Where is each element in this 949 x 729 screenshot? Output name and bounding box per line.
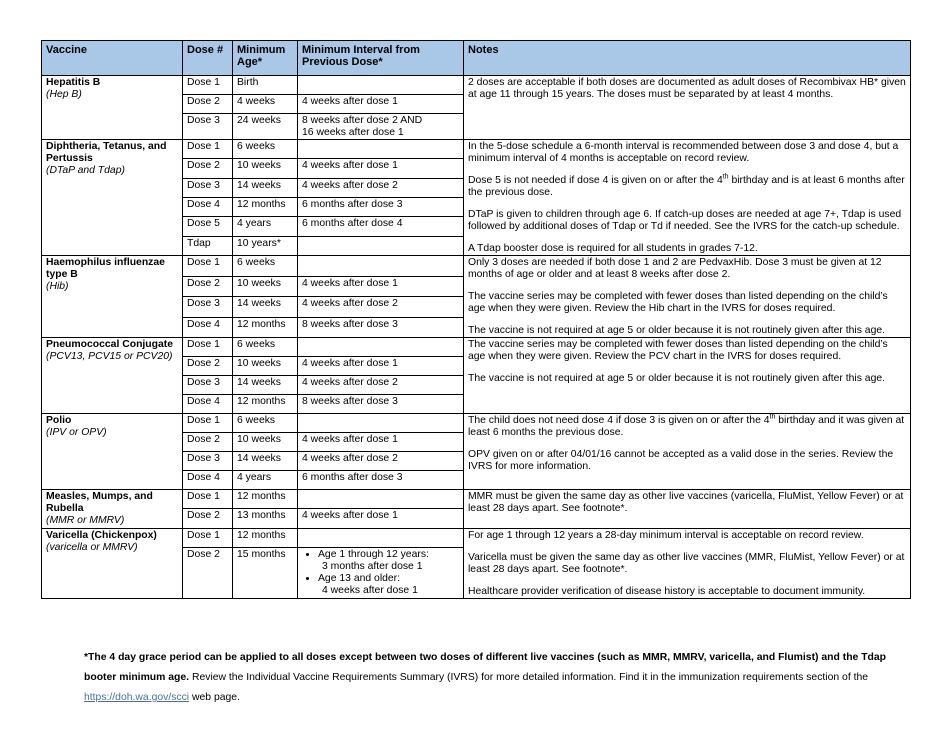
interval-text: 4 weeks after dose 2 xyxy=(302,377,398,388)
notes-cell xyxy=(464,76,911,140)
table-row xyxy=(42,338,911,357)
vaccine-cell xyxy=(42,529,183,599)
min-age-cell: 10 weeks xyxy=(233,433,298,452)
dose-cell: Dose 1 xyxy=(183,529,233,548)
vaccine-name: Measles, Mumps, and Rubella xyxy=(46,491,153,514)
dose-cell: Dose 2 xyxy=(183,509,233,529)
note-paragraph: MMR must be given the same day as other live vaccines (varicella, FluMist, Yellow Fever) or at least 28 days apart. See footnote*. xyxy=(468,491,904,514)
min-age-cell: 4 weeks xyxy=(233,95,298,114)
min-age-cell: 6 weeks xyxy=(233,414,298,433)
notes-cell xyxy=(464,529,911,599)
dose-cell: Dose 1 xyxy=(183,490,233,509)
table-row xyxy=(42,414,911,433)
vaccine-abbrev: (PCV13, PCV15 or PCV20) xyxy=(46,351,173,362)
min-age-cell: 14 weeks xyxy=(233,297,298,318)
min-age-cell: 24 weeks xyxy=(233,114,298,140)
vaccine-cell xyxy=(42,140,183,256)
dose-cell: Dose 1 xyxy=(183,140,233,159)
interval-cell xyxy=(298,433,464,452)
vaccine-cell xyxy=(42,256,183,338)
min-age-cell: 4 years xyxy=(233,471,298,490)
min-age-cell: 14 weeks xyxy=(233,178,298,197)
note-text: birthday and is at least 6 months after the previous dose. xyxy=(468,175,905,198)
interval-text: 6 months after dose 3 xyxy=(302,472,403,483)
interval-cell xyxy=(298,452,464,471)
interval-text-2: 16 weeks after dose 1 xyxy=(302,127,404,138)
note-paragraph: For age 1 through 12 years a 28-day minimum interval is acceptable on record review. xyxy=(468,530,864,541)
header-min-age: Minimum Age* xyxy=(233,41,298,76)
table-row xyxy=(42,490,911,509)
dose-cell: Dose 2 xyxy=(183,433,233,452)
dose-cell: Tdap xyxy=(183,236,233,255)
interval-cell xyxy=(298,178,464,197)
min-age-cell: 12 months xyxy=(233,395,298,414)
table-header-row xyxy=(42,41,911,76)
note-paragraph: In the 5-dose schedule a 6-month interval is recommended between dose 3 and dose 4, but a minimum interval of 4 months is acceptable on record review. xyxy=(468,141,899,164)
interval-age-range: Age 13 and older: xyxy=(318,573,401,585)
interval-value: 3 months after dose 1 xyxy=(322,561,423,573)
note-paragraph: OPV given on or after 04/01/16 cannot be accepted as a valid dose in the series. Review the IVRS for more information. xyxy=(468,449,894,472)
interval-cell xyxy=(298,217,464,236)
interval-text: 6 months after dose 4 xyxy=(302,218,403,230)
vaccine-name: Hepatitis B xyxy=(46,77,101,88)
interval-cell xyxy=(298,414,464,433)
note-text: The child does not need dose 4 if dose 3 is given on or after the 4 xyxy=(468,415,770,426)
interval-text: 6 months after dose 3 xyxy=(302,198,403,210)
footnote xyxy=(84,648,906,708)
interval-text: 8 weeks after dose 3 xyxy=(302,396,398,407)
interval-cell xyxy=(298,317,464,338)
min-age-cell: 15 months xyxy=(233,548,298,599)
interval-cell xyxy=(298,357,464,376)
vaccine-cell xyxy=(42,414,183,490)
interval-cell xyxy=(298,197,464,216)
interval-text: 4 weeks after dose 2 xyxy=(302,453,398,464)
dose-cell: Dose 4 xyxy=(183,197,233,216)
interval-cell xyxy=(298,95,464,114)
interval-list-item xyxy=(318,573,459,597)
min-age-cell: 12 months xyxy=(233,317,298,338)
note-paragraph: DTaP is given to children through age 6. If catch-up doses are needed at age 7+, Tdap is used followed by additional doses of Tdap or Td if needed. See the IVRS for the catch-up schedule. xyxy=(468,209,902,232)
footnote-bold: *The 4 day grace period can be applied to all doses except between two doses of different live vaccines (such as MMR, MMRV, varicella, and Flumist) and the Tdap booter minimum age. xyxy=(84,652,887,683)
interval-text: 4 weeks after dose 1 xyxy=(302,277,398,289)
interval-cell xyxy=(298,529,464,548)
vaccine-requirements-table xyxy=(41,40,911,599)
interval-cell xyxy=(298,256,464,277)
min-age-cell: 6 weeks xyxy=(233,256,298,277)
min-age-cell: 6 weeks xyxy=(233,140,298,159)
dose-cell: Dose 4 xyxy=(183,471,233,490)
dose-cell: Dose 4 xyxy=(183,395,233,414)
vaccine-cell xyxy=(42,490,183,529)
min-age-cell: 10 weeks xyxy=(233,159,298,178)
notes-cell xyxy=(464,338,911,414)
note-superscript: th xyxy=(722,173,729,181)
vaccine-name: Polio xyxy=(46,415,72,426)
note-text: birthday and it was given at least 6 months the previous dose. xyxy=(468,415,905,438)
interval-text: 4 weeks after dose 1 xyxy=(302,510,398,521)
notes-cell xyxy=(464,414,911,490)
interval-cell xyxy=(298,548,464,599)
note-paragraph: The vaccine is not required at age 5 or older because it is not routinely given after this age. xyxy=(468,325,886,336)
interval-age-range: Age 1 through 12 years: xyxy=(318,549,429,561)
interval-text: 8 weeks after dose 3 xyxy=(302,318,398,330)
notes-cell xyxy=(464,140,911,256)
vaccine-abbrev: (IPV or OPV) xyxy=(46,427,107,438)
header-dose: Dose # xyxy=(183,41,233,76)
interval-cell xyxy=(298,76,464,95)
interval-cell xyxy=(298,140,464,159)
min-age-cell: Birth xyxy=(233,76,298,95)
table-row xyxy=(42,256,911,277)
note-paragraph: The vaccine series may be completed with fewer doses than listed depending on the child’s age when they were given. Review the PCV chart in the IVRS for doses required. xyxy=(468,339,888,362)
table-row xyxy=(42,529,911,548)
min-age-cell: 12 months xyxy=(233,197,298,216)
dose-cell: Dose 1 xyxy=(183,76,233,95)
note-superscript: th xyxy=(769,413,776,421)
vaccine-name: Pneumococcal Conjugate xyxy=(46,339,174,350)
dose-cell: Dose 5 xyxy=(183,217,233,236)
vaccine-cell xyxy=(42,338,183,414)
note-paragraph: A Tdap booster dose is required for all students in grades 7-12. xyxy=(468,243,758,254)
vaccine-abbrev: (MMR or MMRV) xyxy=(46,515,125,526)
interval-cell xyxy=(298,159,464,178)
note-paragraph: The vaccine is not required at age 5 or older because it is not routinely given after this age. xyxy=(468,373,886,384)
dose-cell: Dose 2 xyxy=(183,276,233,297)
min-age-cell: 14 weeks xyxy=(233,452,298,471)
dose-cell: Dose 1 xyxy=(183,338,233,357)
interval-cell xyxy=(298,114,464,140)
min-age-cell: 14 weeks xyxy=(233,376,298,395)
dose-cell: Dose 1 xyxy=(183,414,233,433)
vaccine-abbrev: (Hep B) xyxy=(46,89,82,100)
dose-cell: Dose 3 xyxy=(183,452,233,471)
interval-cell xyxy=(298,276,464,297)
dose-cell: Dose 2 xyxy=(183,95,233,114)
min-age-cell: 6 weeks xyxy=(233,338,298,357)
note-paragraph xyxy=(468,415,906,439)
note-paragraph: 2 doses are acceptable if both doses are documented as adult doses of Recombivax HB* given at age 11 through 15 years. The doses must be separated by at least 4 months. xyxy=(468,77,906,100)
scci-link[interactable]: https://doh.wa.gov/scci xyxy=(84,692,190,703)
dose-cell: Dose 3 xyxy=(183,114,233,140)
vaccine-abbrev: (DTaP and Tdap) xyxy=(46,165,125,176)
vaccine-name: Diphtheria, Tetanus, and Pertussis xyxy=(46,141,167,164)
dose-cell: Dose 3 xyxy=(183,376,233,395)
note-paragraph: The vaccine series may be completed with fewer doses than listed depending on the child’s age when they were given. Review the Hib chart in the IVRS for doses required. xyxy=(468,291,888,314)
interval-cell xyxy=(298,338,464,357)
min-age-cell: 10 years* xyxy=(233,236,298,255)
table-body xyxy=(42,76,911,599)
note-paragraph xyxy=(468,175,906,199)
dose-cell: Dose 2 xyxy=(183,548,233,599)
vaccine-abbrev: (varicella or MMRV) xyxy=(46,542,138,553)
interval-cell xyxy=(298,509,464,529)
dose-cell: Dose 2 xyxy=(183,159,233,178)
interval-text: 4 weeks after dose 1 xyxy=(302,358,398,369)
vaccine-name: Haemophilus influenzae type B xyxy=(46,257,165,280)
interval-list-item xyxy=(318,549,459,573)
interval-cell xyxy=(298,297,464,318)
min-age-cell: 10 weeks xyxy=(233,357,298,376)
interval-cell xyxy=(298,471,464,490)
dose-cell: Dose 3 xyxy=(183,178,233,197)
vaccine-abbrev: (Hib) xyxy=(46,281,69,292)
note-paragraph: Healthcare provider verification of disease history is acceptable to document immunity. xyxy=(468,586,866,597)
vaccine-cell xyxy=(42,76,183,140)
dose-cell: Dose 2 xyxy=(183,357,233,376)
table-row xyxy=(42,140,911,159)
note-paragraph: Varicella must be given the same day as other live vaccines (MMR, FluMist, Yellow Fever) or at least 28 days apart. See footnote*. xyxy=(468,552,905,575)
vaccine-name: Varicella (Chickenpox) xyxy=(46,530,157,541)
min-age-cell: 13 months xyxy=(233,509,298,529)
footnote-after: web page. xyxy=(189,692,240,703)
min-age-cell: 12 months xyxy=(233,490,298,509)
notes-cell xyxy=(464,490,911,529)
interval-cell xyxy=(298,376,464,395)
dose-cell: Dose 4 xyxy=(183,317,233,338)
min-age-cell: 4 years xyxy=(233,217,298,236)
interval-text: 4 weeks after dose 1 xyxy=(302,434,398,445)
interval-text: 8 weeks after dose 2 AND xyxy=(302,115,423,126)
interval-text: 4 weeks after dose 2 xyxy=(302,179,398,191)
header-interval: Minimum Interval from Previous Dose* xyxy=(298,41,464,76)
interval-value: 4 weeks after dose 1 xyxy=(322,585,418,597)
min-age-cell: 12 months xyxy=(233,529,298,548)
note-paragraph: Only 3 doses are needed if both dose 1 and 2 are PedvaxHib. Dose 3 must be given at 12 months of age or older and at least 8 weeks after dose 2. xyxy=(468,257,882,280)
interval-cell xyxy=(298,395,464,414)
note-text: Dose 5 is not needed if dose 4 is given on or after the 4 xyxy=(468,175,723,186)
interval-cell xyxy=(298,490,464,509)
table-row xyxy=(42,76,911,95)
interval-text: 4 weeks after dose 2 xyxy=(302,298,398,309)
interval-list xyxy=(302,549,459,597)
min-age-cell: 10 weeks xyxy=(233,276,298,297)
notes-cell xyxy=(464,256,911,338)
dose-cell: Dose 1 xyxy=(183,256,233,277)
header-vaccine: Vaccine xyxy=(42,41,183,76)
interval-cell xyxy=(298,236,464,255)
header-notes: Notes xyxy=(464,41,911,76)
interval-text: 4 weeks after dose 1 xyxy=(302,160,398,172)
interval-text: 4 weeks after dose 1 xyxy=(302,96,398,107)
dose-cell: Dose 3 xyxy=(183,297,233,318)
footnote-text: Review the Individual Vaccine Requirements Summary (IVRS) for more detailed information. Find it in the immunization requirements section of the xyxy=(189,672,869,683)
